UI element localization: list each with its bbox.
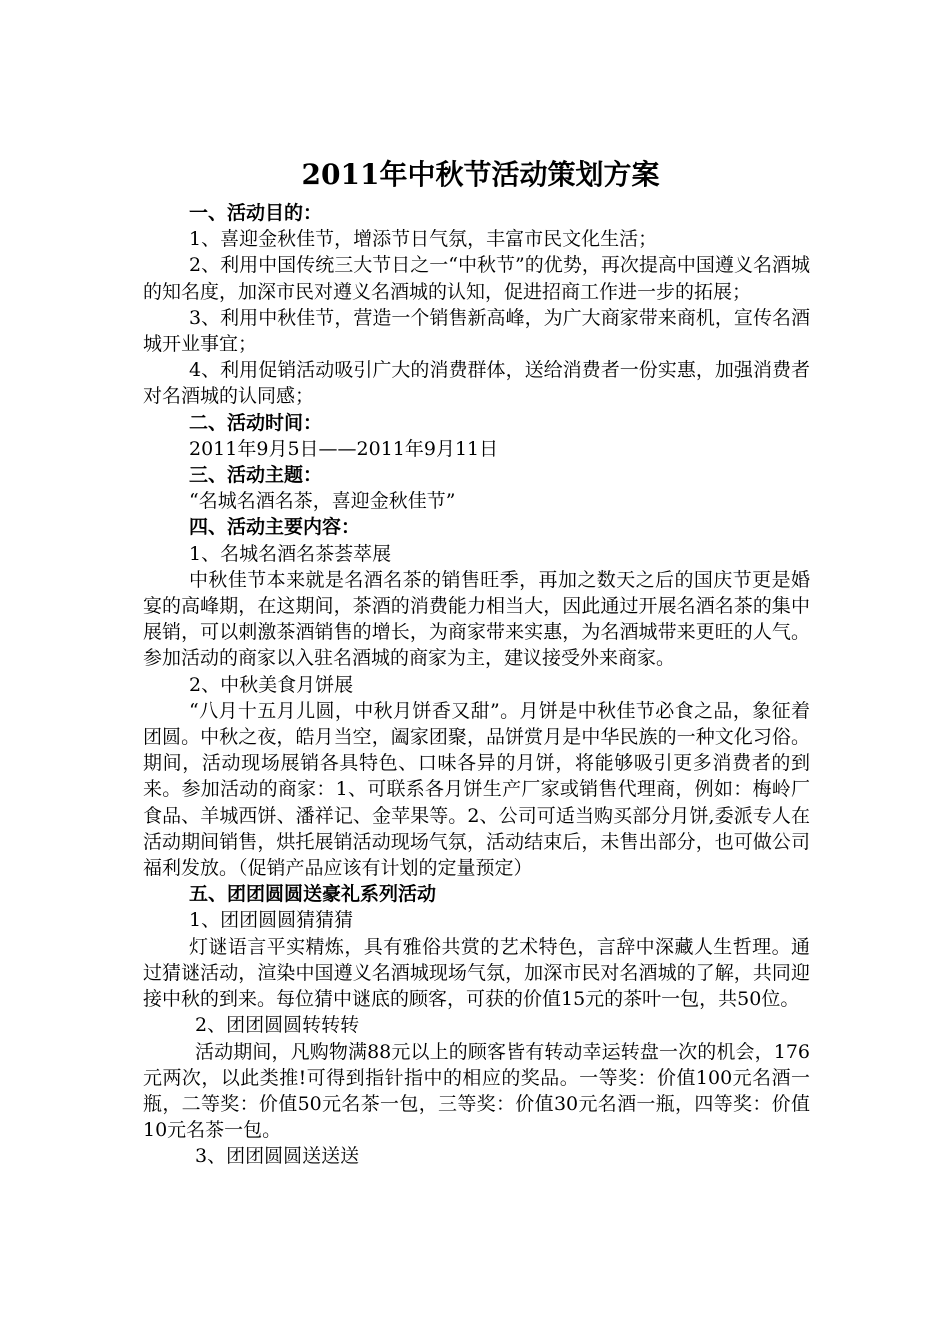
- gifts-paragraph-1: 灯谜语言平实精炼，具有雅俗共赏的艺术特色，言辞中深藏人生哲理。通过猜谜活动，渲染中国遵义名酒城现场气氛，加深市民对名酒城的了解，共同迎接中秋的到来。每位猜中谜底的顾客，可获的价值15元的茶叶一包，共50位。: [143, 935, 810, 1011]
- content-paragraph-1: 中秋佳节本来就是名酒名茶的销售旺季，再加之数天之后的国庆节更是婚宴的高峰期，在这期间，茶酒的消费能力相当大，因此通过开展名酒名茶的集中展销，可以刺激茶酒销售的增长，为商家带来实惠，为名酒城带来更旺的人气。参加活动的商家以入驻名酒城的商家为主，建议接受外来商家。: [143, 568, 810, 670]
- document-title: 2011年中秋节活动策划方案: [301, 158, 660, 191]
- activity-theme: “名城名酒名茶，喜迎金秋佳节”: [189, 490, 456, 513]
- section-heading-theme: 三、活动主题：: [189, 464, 323, 487]
- activity-dates: 2011年9月5日——2011年9月11日: [189, 437, 499, 460]
- section-heading-purpose: 一、活动目的：: [189, 202, 323, 224]
- gifts-subheading-3: 3、团团圆圆送送送: [195, 1145, 360, 1168]
- content-paragraph-2: “八月十五月儿圆，中秋月饼香又甜”。月饼是中秋佳节必食之品，象征着团圆。中秋之夜，皓月当空，阖家团聚，品饼赏月是中华民族的一种文化习俗。期间，活动现场展销各具特色、口味各异的月饼，将能够吸引更多消费者的到来。参加活动的商家：1、可联系各月饼生产厂家或销售代理商，例如：梅岭厂食品、羊城西饼、潘祥记、金苹果等。2、公司可适当购买部分月饼,委派专人在活动期间销售，烘托展销活动现场气氛，活动结束后，未售出部分，也可做公司福利发放。（促销产品应该有计划的定量预定）: [143, 699, 810, 880]
- purpose-item-4: 4、利用促销活动吸引广大的消费群体，送给消费者一份实惠，加强消费者对名酒城的认同感；: [143, 359, 810, 408]
- content-subheading-2: 2、中秋美食月饼展: [189, 673, 354, 696]
- section-heading-content: 四、活动主要内容：: [189, 516, 361, 539]
- document-page: [143, 150, 810, 1170]
- purpose-item-2: 2、利用中国传统三大节日之一“中秋节”的优势，再次提高中国遵义名酒城的知名度，加深市民对遵义名酒城的认知，促进招商工作进一步的拓展；: [143, 254, 810, 303]
- section-heading-time: 二、活动时间：: [189, 411, 323, 434]
- section-heading-gifts: 五、团团圆圆送豪礼系列活动: [189, 883, 437, 906]
- purpose-item-1: 1、喜迎金秋佳节，增添节日气氛，丰富市民文化生活；: [189, 228, 658, 251]
- gifts-paragraph-2: 活动期间，凡购物满88元以上的顾客皆有转动幸运转盘一次的机会，176元两次，以此类推!可得到指针指中的相应的奖品。一等奖：价值100元名酒一瓶，二等奖：价值50元名茶一包，三等奖：价值30元名酒一瓶，四等奖：价值10元名茶一包。: [143, 1040, 810, 1142]
- purpose-item-3: 3、利用中秋佳节，营造一个销售新高峰，为广大商家带来商机，宣传名酒城开业事宜；: [143, 306, 810, 356]
- gifts-subheading-1: 1、团团圆圆猜猜猜: [189, 909, 354, 932]
- gifts-subheading-2: 2、团团圆圆转转转: [195, 1014, 360, 1037]
- content-subheading-1: 1、名城名酒名茶荟萃展: [189, 542, 392, 565]
